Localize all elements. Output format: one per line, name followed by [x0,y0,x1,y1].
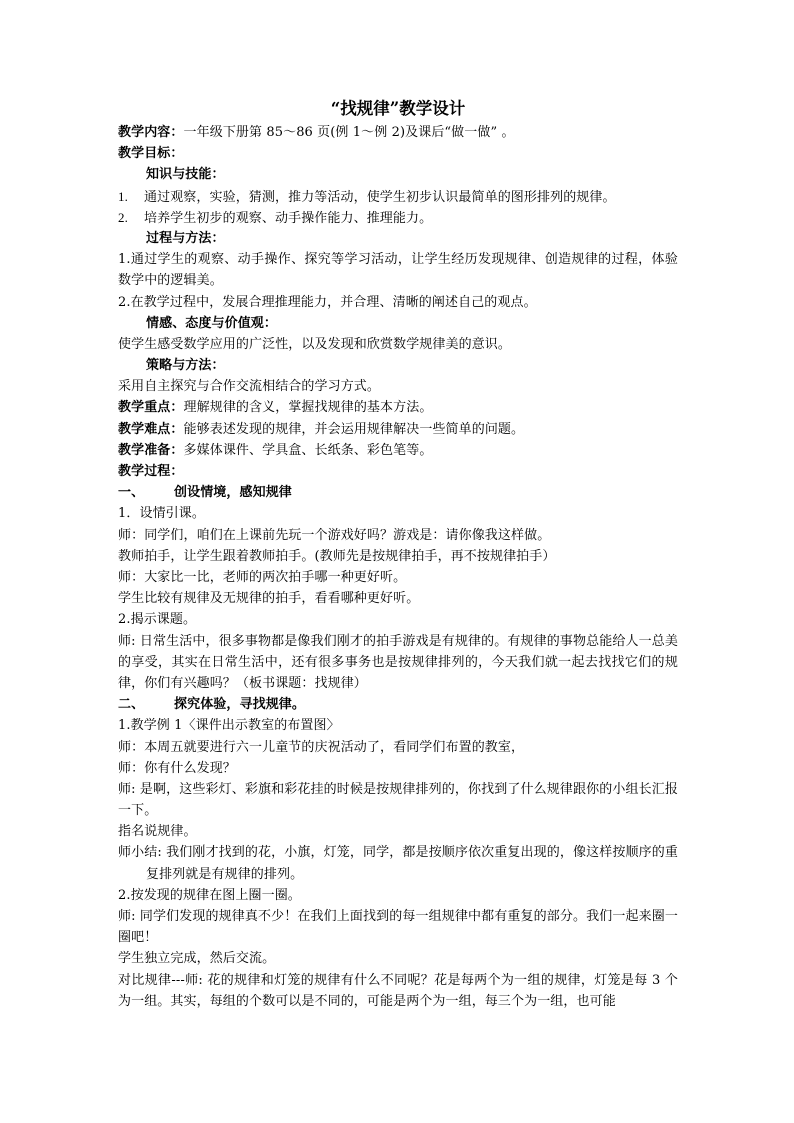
section-1-line: 师：同学们，咱们在上课前先玩一个游戏好吗？游戏是：请你像我这样做。 [118,527,551,543]
section-2-line: 2.按发现的规律在图上圈一圈。 [118,887,301,903]
preparation-label: 教学准备： [118,442,184,458]
list-number: 1. [118,188,128,204]
knowledge-heading: 知识与技能： [146,167,225,183]
teaching-key-point [118,397,678,418]
section-1-line: 教师拍手，让学生跟着教师拍手。(教师先是按规律拍手，再不按规律拍手） [118,548,556,564]
section-1-line: 1．设情引课。 [118,506,205,522]
emotion-text: 使学生感受数学应用的广泛性，以及发现和欣赏数学规律美的意识。 [118,336,512,352]
document-page [118,96,678,1012]
section-number: 二、 [118,697,145,713]
section-2-line: 师：本周五就要进行六一儿童节的庆祝活动了，看同学们布置的教室， [118,739,525,755]
teaching-preparation [118,440,678,461]
key-point-label: 教学重点： [118,400,184,416]
process-heading: 过程与方法： [146,230,225,246]
teaching-goals-label: 教学目标： [118,146,184,162]
knowledge-item-2 [118,207,678,228]
list-text: 通过观察，实验，猜测，推力等活动，使学生初步认识最简单的图形排列的规律。 [144,189,616,205]
section-1-line: 2.揭示课题。 [118,612,197,628]
process-paragraph-2: 2.在教学过程中，发展合理推理能力，并合理、清晰的阐述自己的观点。 [118,294,537,310]
teaching-content-text: 一年级下册第 85～86 页(例 1～例 2)及课后“做一做” 。 [183,125,515,140]
section-number: 一、 [118,485,145,501]
section-2-line: 指名说规律。 [118,824,197,840]
difficulty-label: 教学难点： [118,421,184,437]
process-paragraph-1: 1.通过学生的观察、动手操作、探究等学习活动，让学生经历发现规律、创造规律的过程，体验数学中的逻辑美。 [118,252,678,289]
difficulty-text: 能够表述发现的规律，并会运用规律解决一些简单的问题。 [183,421,525,437]
section-2-line: 1.教学例 1〈课件出示教室的布置图〉 [118,718,340,734]
section-1-line: 师：大家比一比，老师的两次拍手哪一种更好听。 [118,569,407,585]
section-2-summary: 师小结: 我们刚才找到的花，小旗，灯笼，同学，都是按顺序依次重复出现的，像这样按顺序的重复排列就是有规律的排列。 [118,845,678,882]
section-2-line: 学生独立完成，然后交流。 [118,951,276,967]
section-title: 探究体验，寻找规律。 [174,697,306,713]
section-2-paragraph: 师: 是啊，这些彩灯、彩旗和彩花挂的时候是按规律排列的，你找到了什么规律跟你的小组长汇报一下。 [118,781,678,819]
teaching-procedure-label: 教学过程： [118,464,184,480]
strategy-heading: 策略与方法： [146,358,225,374]
preparation-text: 多媒体课件、学具盒、长纸条、彩色笔等。 [183,442,433,458]
strategy-text: 采用自主探究与合作交流相结合的学习方式。 [118,379,381,395]
teaching-content-label: 教学内容： [118,125,184,140]
list-number: 2. [118,209,128,225]
knowledge-item-1 [118,186,678,207]
emotion-heading: 情感、态度与价值观： [146,315,278,331]
key-point-text: 理解规律的含义，掌握找规律的基本方法。 [183,400,433,416]
section-1-line: 学生比较有规律及无规律的拍手，看看哪种更好听。 [118,591,420,607]
section-2-paragraph: 对比规律---师: 花的规律和灯笼的规律有什么不同呢？花是每两个为一组的规律，灯笼是每 3 个为一组。其实，每组的个数可以是不同的，可能是两个为一组，每三个为一组，也可能 [118,972,678,1009]
section-title: 创设情境，感知规律 [174,485,292,501]
section-2-line: 师：你有什么发现？ [118,760,236,776]
teaching-content [118,122,678,143]
section-2-paragraph: 师: 同学们发现的规律真不少！在我们上面找到的每一组规律中都有重复的部分。我们一起来圈一圈吧！ [118,909,678,946]
section-1-heading [118,482,678,503]
section-1-paragraph: 师: 日常生活中，很多事物都是像我们刚才的拍手游戏是有规律的。有规律的事物总能给人一总美的享受，其实在日常生活中，还有很多事务也是按规律排列的，今天我们就一起去找找它们的规律，你们有兴趣吗？（板书课题：找规律） [118,633,678,691]
list-text: 培养学生初步的观察、动手操作能力、推理能力。 [144,210,433,226]
teaching-difficulty [118,419,678,440]
section-2-heading [118,694,678,715]
document-title: “找规律”教学设计 [330,99,466,118]
